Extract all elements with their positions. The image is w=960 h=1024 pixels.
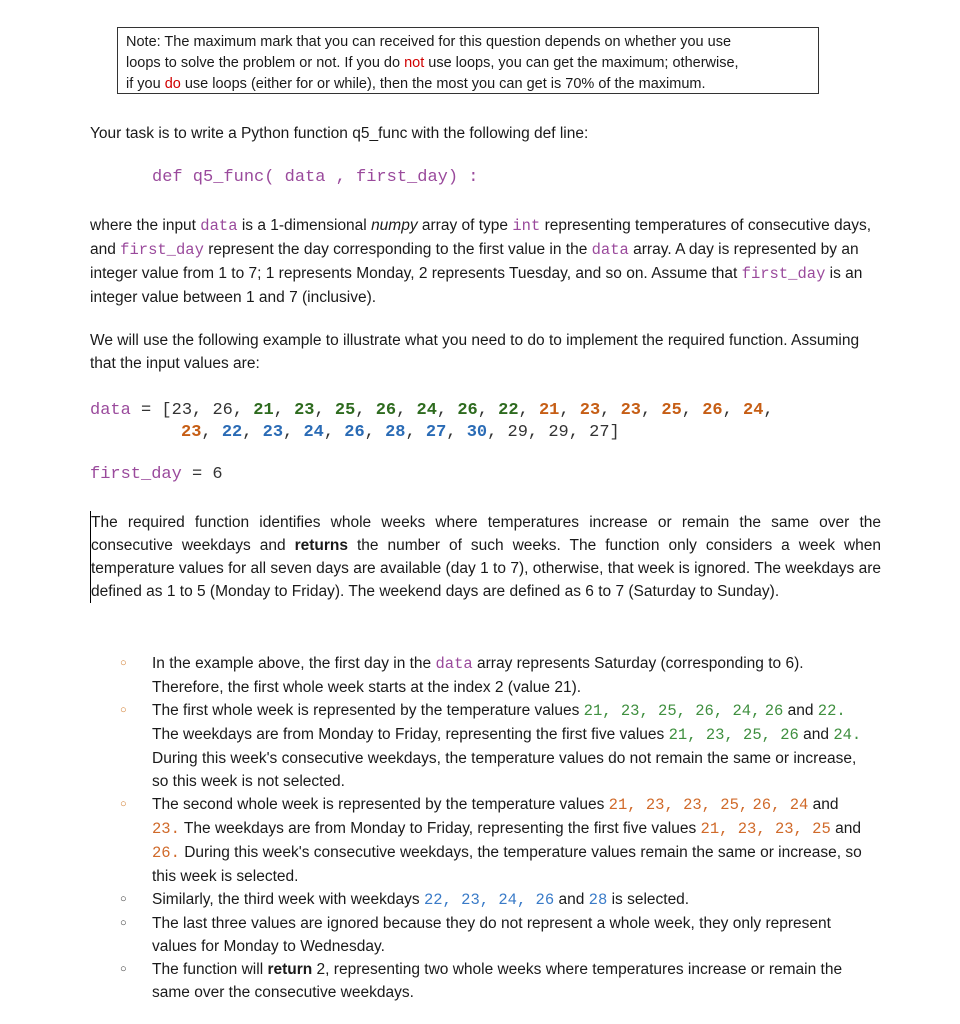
first-day-keyword: first_day	[741, 265, 826, 283]
separator: ,	[600, 401, 621, 420]
data-value: 23	[579, 401, 601, 420]
separator: ,	[192, 401, 213, 420]
separator: ,	[487, 423, 508, 442]
text: The second whole week is represented by the temperature values	[152, 796, 609, 813]
value-list: 21, 23, 25, 26	[668, 726, 799, 744]
note-text: loops to solve the problem or not. If you do	[126, 55, 405, 71]
text: where the input	[90, 217, 201, 234]
value: 23.	[152, 820, 180, 838]
separator: ,	[405, 423, 426, 442]
separator: ,	[323, 423, 345, 442]
first-day-value: = 6	[181, 465, 223, 484]
data-value: 28	[385, 423, 406, 442]
note-line-2	[126, 53, 810, 74]
separator: ,	[314, 401, 335, 420]
separator: ,	[283, 423, 304, 442]
separator: ,	[364, 423, 386, 442]
text: Similarly, the third week with weekdays	[152, 891, 424, 908]
data-value: 26	[212, 401, 233, 420]
data-keyword: data	[200, 217, 238, 235]
separator: ,	[640, 401, 662, 420]
separator: ,	[396, 401, 417, 420]
data-keyword: data	[435, 655, 473, 673]
text: array of type	[417, 217, 513, 234]
int-keyword: int	[512, 217, 541, 235]
value-list: 21, 23, 23, 25,	[608, 796, 749, 814]
value: 28	[588, 891, 608, 909]
data-value: 24	[743, 401, 764, 420]
data-value: 25	[334, 401, 356, 420]
bullet-item	[120, 699, 865, 793]
data-value: 23	[181, 423, 202, 442]
text: represent the day corresponding to the first value in the	[203, 241, 592, 258]
first-day-label: first_day	[90, 465, 182, 484]
note-emphasis-do: do	[164, 76, 181, 92]
value-list: 26, 24	[752, 796, 809, 814]
rules-paragraph	[90, 511, 881, 603]
text: is selected.	[607, 891, 690, 908]
data-value: 23	[171, 401, 193, 420]
value-list: 22, 23, 24, 26	[423, 891, 555, 909]
separator: ,	[568, 423, 590, 442]
note-line-3	[126, 74, 810, 95]
returns-bold: returns	[294, 537, 348, 554]
description-paragraph	[90, 214, 880, 309]
circle-bullet-icon: ○	[120, 798, 127, 810]
separator: ,	[518, 401, 539, 420]
separator: ,	[273, 401, 295, 420]
bullet-item	[120, 888, 865, 912]
numpy-italic: numpy	[371, 217, 418, 234]
note-text: use loops (either for or while), then the most you can get is 70% of the maximum.	[180, 76, 706, 92]
separator: ,	[722, 401, 743, 420]
separator: ,	[232, 401, 254, 420]
note-box	[117, 27, 819, 94]
data-value: 22	[498, 401, 519, 420]
data-value: 29	[548, 423, 569, 442]
example-intro: We will use the following example to illustrate what you need to do to implement the required function. Assuming that the input values are:	[90, 332, 860, 372]
value: 22.	[817, 702, 846, 720]
data-value: 21	[253, 401, 274, 420]
text: is a 1-dimensional	[237, 217, 372, 234]
value: 26.	[152, 844, 180, 862]
data-value: 26	[344, 423, 365, 442]
first-day-assignment	[90, 465, 223, 484]
text: array. A day is represented by an integer value from 1 to 7; 1 represents Monday, 2 represents Tuesday, and so on. Assume that	[90, 241, 859, 282]
separator: ,	[559, 401, 580, 420]
bullet-item	[120, 912, 865, 958]
data-row-2	[90, 423, 620, 442]
text: During this week's consecutive weekdays, the temperature values do not remain the same or increase, so this week is not selected.	[152, 750, 857, 790]
text: The first whole week is represented by the temperature values	[152, 702, 584, 719]
separator: ,	[355, 401, 376, 420]
note-text: use loops, you can get the maximum; otherwise,	[424, 55, 739, 71]
circle-bullet-icon: ○	[120, 657, 127, 669]
separator: ,	[763, 401, 774, 420]
data-value: 23	[620, 401, 641, 420]
function-signature: def q5_func( data , first_day) :	[152, 168, 479, 187]
separator: ]	[609, 423, 620, 442]
text: The function will	[152, 961, 268, 978]
data-row-1	[172, 401, 774, 420]
circle-bullet-icon: ○	[120, 893, 127, 905]
text: The weekdays are from Monday to Friday, representing the first five values	[179, 820, 701, 837]
data-value: 24	[416, 401, 437, 420]
separator: ,	[242, 423, 263, 442]
first-day-keyword: first_day	[120, 241, 204, 259]
value-list: 21, 23, 23, 25	[700, 820, 831, 838]
text: The last three values are ignored because they do not represent a whole week, they only represent values for Monday to Wednesday.	[152, 915, 831, 955]
value: 26	[764, 702, 784, 720]
text: and	[783, 702, 818, 719]
data-open: = [	[130, 401, 172, 420]
task-intro: Your task is to write a Python function q5_func with the following def line:	[90, 125, 589, 142]
text: and	[798, 726, 834, 743]
text: is an integer value between 1 and 7 (inclusive).	[90, 265, 863, 306]
text: During this week's consecutive weekdays, the temperature values remain the same or increase, so this week is selected.	[152, 844, 862, 885]
value: 24.	[833, 726, 862, 744]
data-value: 22	[221, 423, 243, 442]
bullet-item	[120, 793, 865, 888]
data-value: 30	[466, 423, 488, 442]
data-value: 21	[538, 401, 560, 420]
text: and	[830, 820, 861, 837]
note-emphasis-not: not	[404, 55, 425, 71]
separator: ,	[436, 401, 458, 420]
text: and	[554, 891, 589, 908]
text: In the example above, the first day in the	[152, 655, 436, 672]
data-value: 24	[303, 423, 324, 442]
note-line-1	[126, 32, 810, 53]
separator: ,	[527, 423, 549, 442]
bullet-item	[120, 652, 865, 699]
data-value: 25	[661, 401, 682, 420]
data-value: 27	[589, 423, 610, 442]
circle-bullet-icon: ○	[120, 917, 127, 929]
data-value: 27	[425, 423, 447, 442]
data-array-block	[90, 400, 774, 444]
text: The weekdays are from Monday to Friday, representing the first five values	[152, 726, 669, 743]
example-bullets	[120, 652, 865, 1004]
data-label: data	[90, 401, 131, 420]
text: representing temperatures of consecutive days, and	[90, 217, 872, 258]
note-text: Note: The maximum mark that you can received for this question depends on whether you use	[126, 34, 732, 50]
text: 2, representing two whole weeks where temperatures increase or remain the same over the consecutive weekdays.	[152, 961, 843, 1001]
text: The required function identifies whole weeks where temperatures increase or remain the same over the consecutive weekdays and	[91, 514, 881, 554]
circle-bullet-icon: ○	[120, 704, 127, 716]
separator: ,	[446, 423, 467, 442]
data-value: 29	[507, 423, 528, 442]
text: array represents Saturday (corresponding to 6). Therefore, the first whole week starts at the index 2 (value 21).	[152, 655, 804, 696]
text: and	[808, 796, 839, 813]
separator: ,	[681, 401, 703, 420]
data-value: 26	[457, 401, 478, 420]
text: the number of such weeks. The function only considers a week when temperature values for all seven days are available (day 1 to 7), otherwise, that week is ignored. The weekdays are defined as 1 to 5 (Monday to Friday). The weekend days are defined as 6 to 7 (Saturday to Sunday).	[91, 537, 881, 600]
circle-bullet-icon: ○	[120, 963, 127, 975]
data-value: 23	[262, 423, 284, 442]
separator: ,	[477, 401, 499, 420]
return-bold: return	[267, 961, 313, 978]
bullet-item	[120, 958, 865, 1004]
data-keyword: data	[591, 241, 629, 259]
data-value: 23	[294, 401, 315, 420]
data-value: 26	[375, 401, 397, 420]
separator: ,	[201, 423, 222, 442]
value-list: 21, 23, 25, 26, 24,	[583, 702, 761, 720]
data-value: 26	[702, 401, 723, 420]
note-text: if you	[126, 76, 165, 92]
